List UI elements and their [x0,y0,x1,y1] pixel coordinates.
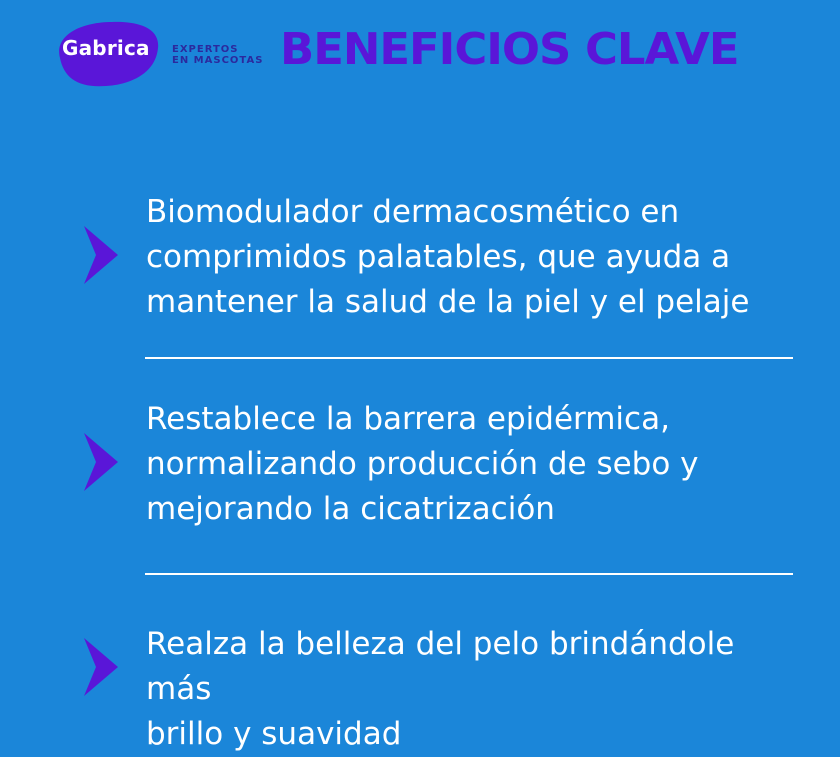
brand-tagline: EXPERTOS EN MASCOTAS [172,44,264,66]
benefit-text: Realza la belleza del pelo brindándole más brillo y suavidad [146,626,735,752]
divider [145,573,793,575]
divider [145,357,793,359]
benefit-text: Restablece la barrera epidérmica, normalizando producción de sebo y mejorando la cicatrización [146,401,699,527]
chevron-right-icon [80,636,120,698]
chevron-right-icon [80,431,120,493]
page-title: BENEFICIOS CLAVE [280,24,739,75]
chevron-right-icon [80,224,120,286]
benefit-text: Biomodulador dermacosmético en comprimidos palatables, que ayuda a mantener la salud de la piel y el pelaje [146,194,750,320]
brand-name: Gabrica [62,36,150,60]
